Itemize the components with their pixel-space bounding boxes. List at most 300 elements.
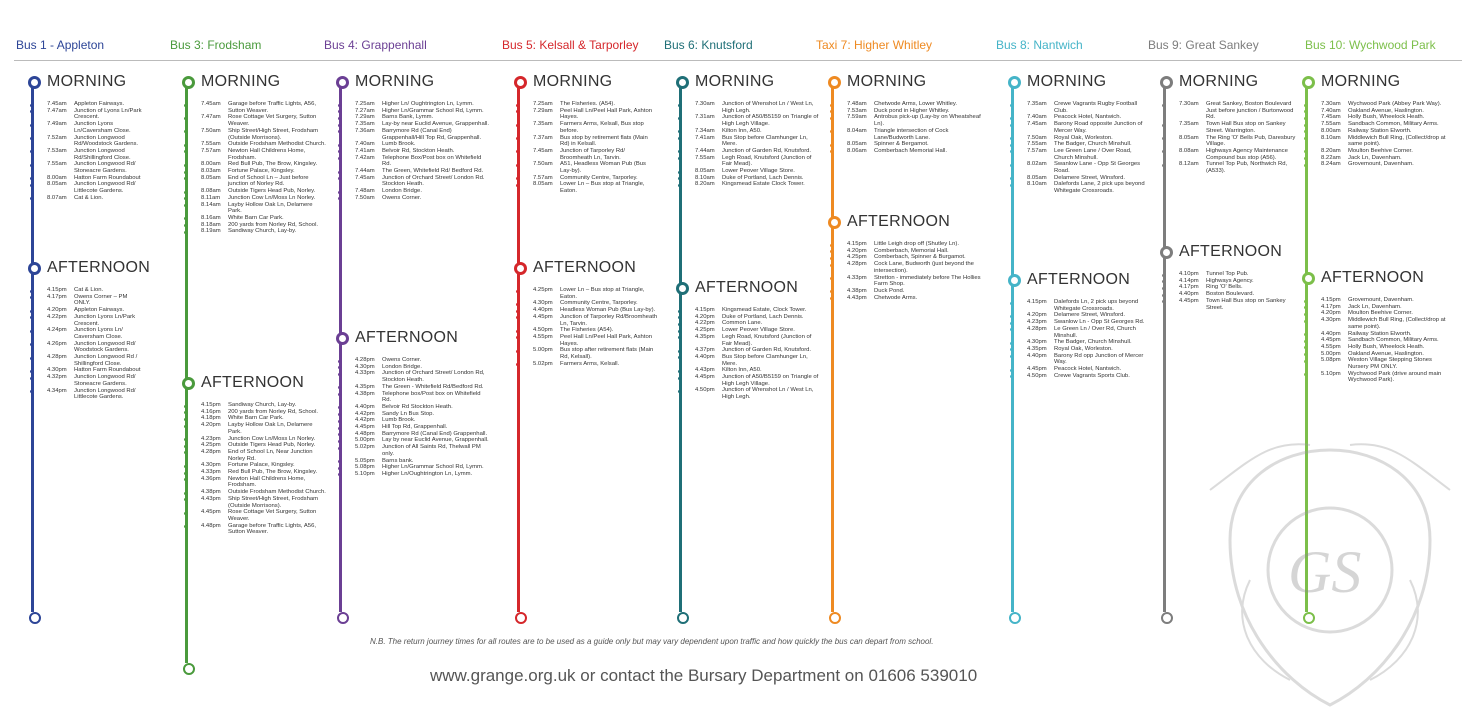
stop-time: 8.18am — [201, 221, 221, 228]
stop-location: Bus stop by retirement flats (Main Rd) in Kelsall. — [560, 134, 648, 148]
route-title: Bus 10: Wychwood Park — [1305, 38, 1436, 52]
stop-location: Newton Hall Childrens Home, Frodsham. — [228, 475, 306, 489]
stop-item — [837, 275, 988, 288]
stop-time: 4.25pm — [201, 442, 221, 449]
stop-time: 8.07am — [47, 194, 67, 201]
stop-item — [1311, 371, 1449, 384]
stop-time: 7.35am — [533, 121, 553, 128]
stop-time: 7.35am — [355, 121, 375, 128]
stop-location: Lumb Brook. — [382, 141, 416, 148]
stop-time: 4.10pm — [1179, 271, 1199, 277]
route-line — [31, 82, 34, 612]
route-end-icon — [515, 612, 527, 624]
stop-item — [837, 241, 988, 248]
route-title: Bus 9: Great Sankey — [1148, 38, 1259, 52]
stop-item — [37, 195, 143, 202]
stop-location: Owens Corner. — [382, 357, 422, 363]
stop-location: Boston Boulevard. — [1206, 291, 1255, 298]
stop-location: A51, Headless Woman Pub (Bus Lay-by). — [560, 161, 647, 175]
stop-time: 7.48am — [847, 101, 867, 107]
stop-location: Railway Station Elworth. — [1348, 330, 1412, 337]
stop-item — [191, 462, 327, 469]
stop-location: Crewe Vagrants Sports Club. — [1054, 372, 1130, 379]
stop-location: Junction of Tarporley Rd/ Broomheath Ln, Tarvin. — [560, 147, 626, 161]
stop-item — [37, 307, 143, 314]
stop-item — [191, 509, 327, 522]
stop-time: 4.23pm — [1027, 319, 1047, 326]
stop-location: Moulton Beehive Corner. — [1348, 310, 1413, 317]
stop-time: 4.20pm — [695, 313, 715, 320]
morning-marker-icon — [1008, 76, 1021, 89]
stop-item — [1169, 278, 1300, 285]
return-journey-note: N.B. The return journey times for all routes are to be used as a guide only but may vary dependent upon traffic and how quickly the bus can depart from school. — [370, 637, 934, 646]
stop-time: 7.55am — [695, 154, 715, 161]
route-line — [1011, 82, 1014, 612]
morning-marker-icon — [336, 76, 349, 89]
stop-location: Junction Cow Ln/Moss Ln Norley. — [228, 194, 316, 201]
stop-time: 8.14am — [201, 201, 221, 208]
stop-location: Higher Ln/Oughtrington Ln, Lymm. — [382, 470, 473, 477]
stop-time: 7.36am — [355, 127, 375, 134]
stop-location: Duck pond in Higher Whitley. — [874, 107, 950, 114]
stop-item — [345, 370, 491, 383]
stop-item — [685, 155, 821, 168]
stop-location: The Green - Whitefield Rd/Bedford Rd. — [382, 383, 484, 390]
stop-item — [345, 175, 491, 188]
stop-item — [685, 387, 821, 400]
route-bus4 — [324, 0, 494, 640]
stop-item — [685, 334, 821, 347]
stop-time: 4.28pm — [47, 354, 67, 361]
stop-item — [191, 476, 327, 489]
afternoon-heading: AFTERNOON — [533, 259, 637, 276]
stop-item — [1311, 101, 1449, 108]
stop-location: Ring 'O' Bells. — [1206, 284, 1243, 291]
stop-item — [1017, 148, 1153, 161]
stop-item — [1017, 366, 1153, 373]
stop-item — [345, 168, 491, 175]
stop-location: Junction Longwood Rd/ Stoneacre Gardens. — [74, 374, 136, 387]
stop-time: 4.20pm — [201, 422, 221, 429]
stop-location: Appleton Fairways. — [74, 307, 125, 314]
afternoon-marker-icon — [1160, 246, 1173, 259]
stop-item — [1311, 317, 1449, 330]
stop-location: Community Centre, Tarporley. — [560, 300, 638, 307]
stop-location: Lower Peover Village Store. — [722, 168, 795, 175]
stop-time: 7.55am — [47, 161, 67, 168]
stop-item — [345, 417, 491, 424]
stop-item — [1169, 121, 1300, 134]
morning-stop-list — [37, 101, 143, 202]
stop-item — [1311, 135, 1449, 148]
stop-location: White Barn Car Park. — [228, 214, 284, 221]
route-end-icon — [1009, 612, 1021, 624]
stop-location: Middlewich Bull Ring, (Collect/drop at same point). — [1348, 317, 1446, 330]
morning-marker-icon — [828, 76, 841, 89]
stop-item — [685, 314, 821, 321]
stop-location: Middlewich Bull Ring, (Collect/drop at same point). — [1348, 134, 1446, 148]
stop-time: 4.45pm — [1179, 297, 1199, 304]
stop-location: Farmers Arms, Kelsall, Bus stop before. — [560, 121, 644, 134]
morning-stop-list — [685, 101, 821, 188]
morning-heading: MORNING — [533, 73, 613, 90]
stop-location: Swanlow Lane - Opp St Georges Road. — [1054, 161, 1141, 175]
stop-location: Jack Ln, Davenham. — [1348, 303, 1402, 310]
stop-time: 7.55am — [1321, 121, 1341, 128]
stop-time: 8.06am — [847, 147, 867, 154]
stop-location: Appleton Fairways. — [74, 101, 125, 107]
stop-location: Barony Rd opp Junction of Mercer Way. — [1054, 352, 1144, 366]
stop-time: 4.28pm — [201, 448, 221, 455]
afternoon-heading: AFTERNOON — [1179, 243, 1283, 260]
stop-item — [1169, 298, 1300, 311]
stop-time: 5.02pm — [355, 444, 375, 451]
stop-location: Royal Oak, Worleston. — [1054, 345, 1113, 352]
stop-time: 4.40pm — [1321, 330, 1341, 337]
stop-location: Royal Oak, Worleston. — [1054, 134, 1113, 141]
stop-location: Peel Hall Ln/Peel Hall Park, Ashton Hayes. — [560, 107, 653, 121]
route-taxi7 — [816, 0, 991, 640]
stop-location: Newton Hall Childrens Home, Frodsham. — [228, 147, 306, 161]
stop-item — [37, 101, 143, 108]
stop-item — [837, 248, 988, 255]
stop-item — [837, 114, 988, 127]
stop-time: 4.55pm — [1321, 343, 1341, 350]
stop-time: 7.50am — [201, 127, 221, 134]
stop-item — [1017, 339, 1153, 346]
stop-time: 7.53am — [847, 107, 867, 114]
stop-time: 4.48pm — [355, 430, 375, 437]
stop-item — [37, 161, 143, 174]
stop-location: Duke of Portland, Lach Dennis. — [722, 174, 804, 181]
stop-item — [191, 114, 327, 127]
stop-location: Legh Road, Knutsford (Junction of Fair Mead). — [722, 154, 812, 168]
stop-time: 4.30pm — [355, 363, 375, 370]
stop-location: Chetwode Arms, Lower Whitley. — [874, 101, 958, 107]
stop-time: 4.15pm — [695, 307, 715, 313]
afternoon-stop-list — [191, 402, 327, 536]
stop-time: 4.40pm — [533, 307, 553, 314]
stop-item — [523, 287, 659, 300]
stop-item — [1311, 155, 1449, 162]
stop-location: Railway Station Elworth. — [1348, 127, 1412, 134]
stop-time: 7.44am — [355, 168, 375, 175]
stop-item — [345, 148, 491, 155]
morning-marker-icon — [1160, 76, 1173, 89]
afternoon-marker-icon — [1008, 274, 1021, 287]
stop-time: 7.55am — [201, 141, 221, 148]
stop-location: 200 yards from Norley Rd, School. — [228, 408, 319, 415]
morning-heading: MORNING — [1179, 73, 1259, 90]
stop-location: Highways Agency Maintenance Compound bus stop (A56). — [1206, 147, 1288, 161]
afternoon-stop-list — [345, 357, 491, 478]
stop-time: 8.05am — [1027, 174, 1047, 181]
stop-item — [1311, 297, 1449, 304]
stop-location: Bus Stop before Clamhunger Ln, Mere. — [722, 134, 808, 148]
morning-heading: MORNING — [1321, 73, 1401, 90]
stop-item — [1311, 108, 1449, 115]
afternoon-heading: AFTERNOON — [1321, 269, 1425, 286]
stop-time: 4.15pm — [201, 402, 221, 408]
stop-time: 5.00pm — [355, 437, 375, 444]
stop-item — [345, 114, 491, 121]
stop-time: 7.47am — [201, 114, 221, 121]
stop-item — [345, 141, 491, 148]
afternoon-stop-list — [1169, 271, 1300, 311]
stop-item — [523, 161, 659, 174]
stop-item — [191, 148, 327, 161]
stop-time: 8.10am — [695, 174, 715, 181]
stop-item — [1017, 181, 1153, 194]
stop-time: 4.26pm — [47, 340, 67, 347]
stop-location: Junction of A50/B5159 on Triangle of High Legh Village. — [722, 374, 819, 387]
stop-location: Barony Road opposite Junction of Mercer Way. — [1054, 121, 1143, 134]
stop-item — [685, 327, 821, 334]
stop-location: Outside Frodsham Methodist Church. — [228, 489, 326, 496]
stop-location: Grovemount, Davenham. — [1348, 161, 1414, 168]
stop-time: 8.03am — [201, 168, 221, 175]
morning-stop-list — [1017, 101, 1153, 195]
stop-item — [523, 327, 659, 334]
stop-time: 4.40pm — [1027, 352, 1047, 359]
stop-time: 4.35pm — [1027, 345, 1047, 352]
stop-item — [1017, 175, 1153, 182]
stop-time: 4.22pm — [47, 313, 67, 320]
stop-item — [1311, 128, 1449, 135]
stop-time: 4.40pm — [355, 403, 375, 410]
stop-item — [685, 135, 821, 148]
stop-item — [523, 148, 659, 161]
stop-time: 8.20am — [1321, 147, 1341, 154]
stop-time: 8.05am — [533, 181, 553, 188]
stop-location: Junction Cow Ln/Moss Ln Norley. — [228, 435, 316, 442]
route-bus5 — [502, 0, 662, 640]
stop-time: 7.29am — [355, 114, 375, 121]
stop-location: Holly Bush, Wheelock Heath. — [1348, 343, 1425, 350]
stop-item — [1311, 121, 1449, 128]
stop-location: Junction of Orchard Street/ London Rd. Stockton Heath. — [382, 174, 485, 188]
stop-time: 8.00am — [47, 174, 67, 181]
afternoon-heading: AFTERNOON — [1027, 271, 1131, 288]
stop-location: Sandiway Church, Lay-by. — [228, 402, 297, 408]
stop-time: 4.35pm — [695, 333, 715, 340]
stop-item — [37, 314, 143, 327]
stop-location: Delamere Street, Winsford. — [1054, 312, 1126, 319]
stop-time: 8.08am — [1179, 147, 1199, 154]
stop-item — [37, 287, 143, 294]
stop-location: Little Leigh drop off (Shutley Ln). — [874, 241, 960, 247]
stop-item — [37, 354, 143, 367]
stop-location: Peacock Hotel, Nantwich. — [1054, 366, 1122, 373]
stop-time: 4.30pm — [1321, 317, 1341, 324]
stop-time: 4.38pm — [847, 287, 867, 294]
stop-time: 7.52am — [47, 134, 67, 141]
morning-stop-list — [1311, 101, 1449, 168]
route-bus3 — [170, 0, 330, 640]
stop-item — [1017, 161, 1153, 174]
stop-location: Fortune Palace, Kingsley. — [228, 168, 295, 175]
stop-item — [685, 181, 821, 188]
stop-item — [1311, 148, 1449, 155]
stop-time: 8.24am — [1321, 161, 1341, 168]
stop-location: Duck Pond. — [874, 287, 905, 294]
stop-time: 7.57am — [201, 147, 221, 154]
stop-location: The Fisheries. (A54). — [560, 101, 615, 107]
stop-location: Le Green Ln / Over Rd, Church Minshull. — [1054, 325, 1136, 339]
stop-item — [523, 108, 659, 121]
stop-item — [837, 101, 988, 108]
stop-location: London Bridge. — [382, 363, 422, 370]
stop-time: 4.33pm — [847, 274, 867, 281]
stop-item — [1311, 331, 1449, 338]
stop-location: Outside Tigers Head Pub, Norley. — [228, 188, 316, 195]
stop-item — [1017, 353, 1153, 366]
stop-location: Junction Longwood Rd/ Littlecote Gardens. — [74, 387, 136, 401]
route-end-icon — [829, 612, 841, 624]
stop-location: Town Hall Bus stop on Sankey Street. — [1206, 297, 1286, 311]
stop-time: 7.35am — [1027, 101, 1047, 107]
route-line — [1163, 82, 1166, 612]
stop-time: 4.37pm — [695, 347, 715, 354]
stop-item — [1017, 114, 1153, 121]
stop-location: Cock Lane, Budworth (just beyond the intersection). — [874, 261, 974, 274]
stop-time: 4.15pm — [847, 241, 867, 247]
stop-location: Belvoir Rd Stockton Heath. — [382, 403, 453, 410]
stop-time: 5.10pm — [355, 470, 375, 477]
stop-location: Weston Village Stepping Stones Nursery PM ONLY. — [1348, 357, 1432, 371]
stop-time: 4.20pm — [847, 247, 867, 254]
stop-location: Antrobus pick-up (Lay-by on Wheatsheaf Ln). — [874, 114, 981, 128]
stop-item — [1169, 148, 1300, 161]
stop-item — [191, 449, 327, 462]
stop-time: 4.28pm — [847, 261, 867, 268]
stop-location: Kingsmead Estate Clock Tower. — [722, 181, 805, 188]
stop-time: 8.11am — [201, 194, 221, 201]
stop-location: Spinner & Bergamot. — [874, 141, 929, 148]
stop-location: Barrymore Rd (Canal End) Grappenhall/Hill Top Rd, Grappenhall. — [382, 127, 482, 141]
stop-location: Delamere Street, Winsford. — [1054, 174, 1126, 181]
stop-item — [37, 294, 143, 307]
stop-time: 4.25pm — [695, 327, 715, 334]
stop-location: Junction Lyons Ln/Park Crescent. — [74, 313, 136, 327]
stop-item — [37, 135, 143, 148]
stop-location: Cat & Lion. — [74, 194, 104, 201]
stop-location: Cat & Lion. — [74, 287, 104, 293]
stop-location: Junction Longwood Rd/ Littlecote Gardens. — [74, 181, 136, 195]
stop-item — [345, 458, 491, 465]
contact-footer: www.grange.org.uk or contact the Bursary Department on 01606 539010 — [430, 666, 978, 685]
stop-location: Junction Longwood Rd / Shillingford Close. — [74, 354, 138, 367]
morning-marker-icon — [182, 76, 195, 89]
stop-time: 4.16pm — [201, 408, 221, 415]
afternoon-marker-icon — [676, 282, 689, 295]
stop-location: Higher Ln/Grammar School Rd, Lymm. — [382, 464, 484, 471]
stop-time: 4.30pm — [533, 300, 553, 307]
morning-heading: MORNING — [695, 73, 775, 90]
stop-location: Sandbach Common, Military Arms. — [1348, 121, 1439, 128]
stop-time: 8.05am — [1179, 134, 1199, 141]
stop-time: 7.40am — [355, 141, 375, 148]
afternoon-heading: AFTERNOON — [201, 374, 305, 391]
stop-location: Legh Road, Knutsford (Junction of Fair Mead). — [722, 333, 812, 347]
stop-time: 8.04am — [847, 127, 867, 134]
stop-location: Lower Ln – Bus stop at Triangle, Eaton. — [560, 181, 645, 195]
stop-item — [837, 261, 988, 274]
stop-location: Rose Cottage Vet Surgery, Sutton Weaver. — [228, 114, 317, 128]
stop-time: 4.45pm — [355, 424, 375, 431]
stop-item — [345, 357, 491, 364]
stop-location: Headless Woman Pub (Bus Lay-by). — [560, 307, 656, 314]
afternoon-stop-list — [523, 287, 659, 367]
stop-time: 4.25pm — [533, 287, 553, 293]
stop-time: 8.05am — [47, 181, 67, 188]
afternoon-marker-icon — [182, 377, 195, 390]
stop-item — [523, 181, 659, 194]
stop-item — [191, 175, 327, 188]
stop-item — [191, 168, 327, 175]
morning-stop-list — [523, 101, 659, 195]
stop-location: Crewe Vagrants Rugby Football Club. — [1054, 101, 1138, 114]
stop-item — [1017, 373, 1153, 380]
stop-item — [1311, 344, 1449, 351]
stop-time: 8.05am — [847, 141, 867, 148]
stop-time: 7.42am — [355, 154, 375, 161]
stop-location: Wychwood Park (drive around main Wychwood Park). — [1348, 370, 1442, 384]
stop-time: 4.20pm — [1321, 310, 1341, 317]
morning-marker-icon — [514, 76, 527, 89]
stop-location: End of School Ln, Near Junction Norley Rd. — [228, 448, 313, 462]
stop-time: 8.16am — [201, 214, 221, 221]
stop-item — [1017, 346, 1153, 353]
stop-time: 5.10pm — [1321, 370, 1341, 377]
stop-location: Stretton - immediately before The Hollies Farm Shop. — [874, 274, 981, 288]
stop-item — [1311, 114, 1449, 121]
stop-item — [1017, 319, 1153, 326]
stop-time: 8.10am — [1321, 134, 1341, 141]
stop-location: Fortune Palace, Kingsley. — [228, 462, 295, 469]
stop-location: Ship Street/High Street, Frodsham (Outside Morrisons). — [228, 127, 319, 141]
route-title: Bus 8: Nantwich — [996, 38, 1083, 52]
stop-item — [837, 141, 988, 148]
stop-location: Great Sankey, Boston Boulevard Just before junction / Burtonwood Rd. — [1206, 101, 1294, 121]
stop-time: 4.14pm — [1179, 277, 1199, 284]
route-title: Bus 3: Frodsham — [170, 38, 262, 52]
stop-location: Lay-by near Euclid Avenue, Grappenhall. — [382, 121, 489, 128]
stop-item — [685, 354, 821, 367]
stop-location: Junction of Garden Rd, Knutsford. — [722, 347, 812, 354]
stop-time: 4.42pm — [355, 410, 375, 417]
route-title: Bus 6: Knutsford — [664, 38, 753, 52]
stop-item — [1311, 337, 1449, 344]
stop-location: Junction Longwood Rd/ Stoneacre Gardens. — [74, 161, 136, 175]
stop-item — [345, 188, 491, 195]
stop-item — [191, 469, 327, 476]
stop-item — [1017, 326, 1153, 339]
stop-location: Sandy Ln Bus Stop. — [382, 410, 435, 417]
stop-item — [191, 228, 327, 235]
stop-location: Wychwood Park (Abbey Park Way). — [1348, 101, 1442, 107]
stop-item — [37, 388, 143, 401]
stop-item — [345, 404, 491, 411]
stop-time: 4.33pm — [201, 469, 221, 476]
route-title: Bus 4: Grappenhall — [324, 38, 427, 52]
stop-time: 7.45am — [1321, 114, 1341, 121]
stop-location: Junction of Lyons Ln/Park Crescent. — [74, 107, 142, 121]
stop-location: Layby Hollow Oak Ln, Delamere Park. — [228, 201, 313, 215]
route-end-icon — [183, 663, 195, 675]
stop-location: Junction of Wrenshot Ln / West Ln, High Legh. — [722, 101, 814, 114]
stop-time: 4.22pm — [695, 320, 715, 327]
